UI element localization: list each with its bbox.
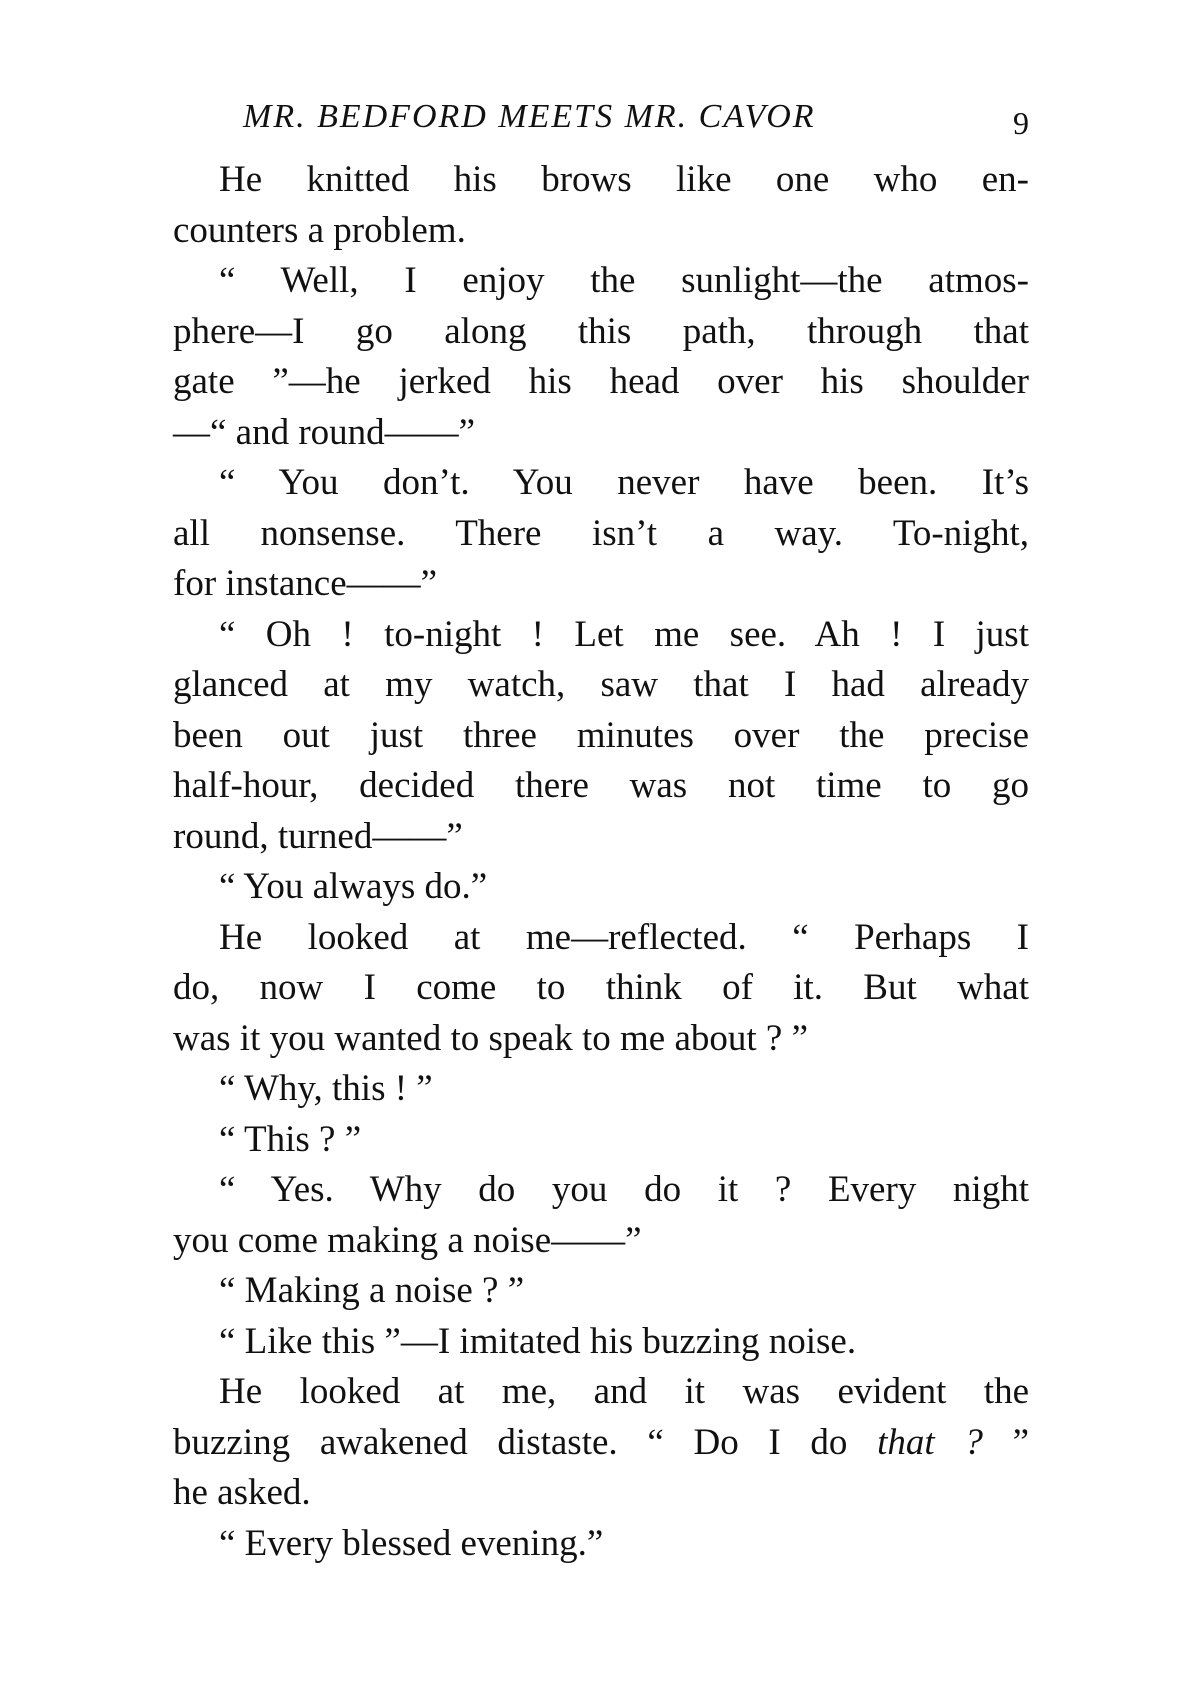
text-line: “ Well, I enjoy the sunlight—the atmos- — [219, 260, 1029, 301]
text-line: counters a problem. — [173, 209, 466, 251]
text-line: “ Yes. Why do you do it ? Every night — [219, 1169, 1029, 1210]
text-line: “ Oh ! to-night ! Let me see. Ah ! I just — [219, 613, 1029, 655]
body-text — [173, 155, 1029, 1569]
text-line: He knitted his brows like one who en- — [219, 159, 1029, 200]
text-line: all nonsense. There isn’t a way. To-night, — [173, 512, 1029, 554]
text-line: “ Like this ”—I imitated his buzzing noise. — [219, 1320, 857, 1362]
page-header — [173, 92, 1029, 142]
text-line: been out just three minutes over the precise — [173, 714, 1029, 756]
text-line: you come making a noise——” — [173, 1219, 642, 1261]
text-run: ” — [982, 1421, 1029, 1463]
text-line — [173, 1418, 1029, 1469]
text-line: phere—I go along this path, through that — [173, 310, 1029, 352]
text-line: do, now I come to think of it. But what — [173, 967, 1029, 1008]
running-head: MR. BEDFORD MEETS MR. CAVOR — [243, 98, 816, 135]
text-line: “ Every blessed evening.” — [219, 1522, 604, 1564]
text-line: He looked at me, and it was evident the — [219, 1371, 1029, 1412]
text-line: “ This ? ” — [219, 1118, 362, 1160]
text-line: gate ”—he jerked his head over his shoulder — [173, 361, 1029, 402]
page-number: 9 — [1013, 105, 1029, 141]
text-line: for instance——” — [173, 563, 438, 604]
text-line: “ You don’t. You never have been. It’s — [219, 462, 1029, 503]
text-line: half-hour, decided there was not time to go — [173, 765, 1029, 806]
text-line: He looked at me—reflected. “ Perhaps I — [219, 916, 1029, 958]
text-line: —“ and round——” — [173, 411, 476, 453]
text-line: was it you wanted to speak to me about ? ” — [173, 1017, 808, 1059]
text-run: buzzing awakened distaste. “ Do I do — [173, 1421, 878, 1463]
text-line: “ You always do.” — [219, 866, 488, 907]
text-line: “ Why, this ! ” — [219, 1068, 433, 1109]
text-line: round, turned——” — [173, 815, 463, 857]
text-line: glanced at my watch, saw that I had already — [173, 664, 1029, 705]
emphasis: that ? — [877, 1421, 983, 1463]
text-line: he asked. — [173, 1472, 311, 1513]
text-line: “ Making a noise ? ” — [219, 1270, 525, 1311]
